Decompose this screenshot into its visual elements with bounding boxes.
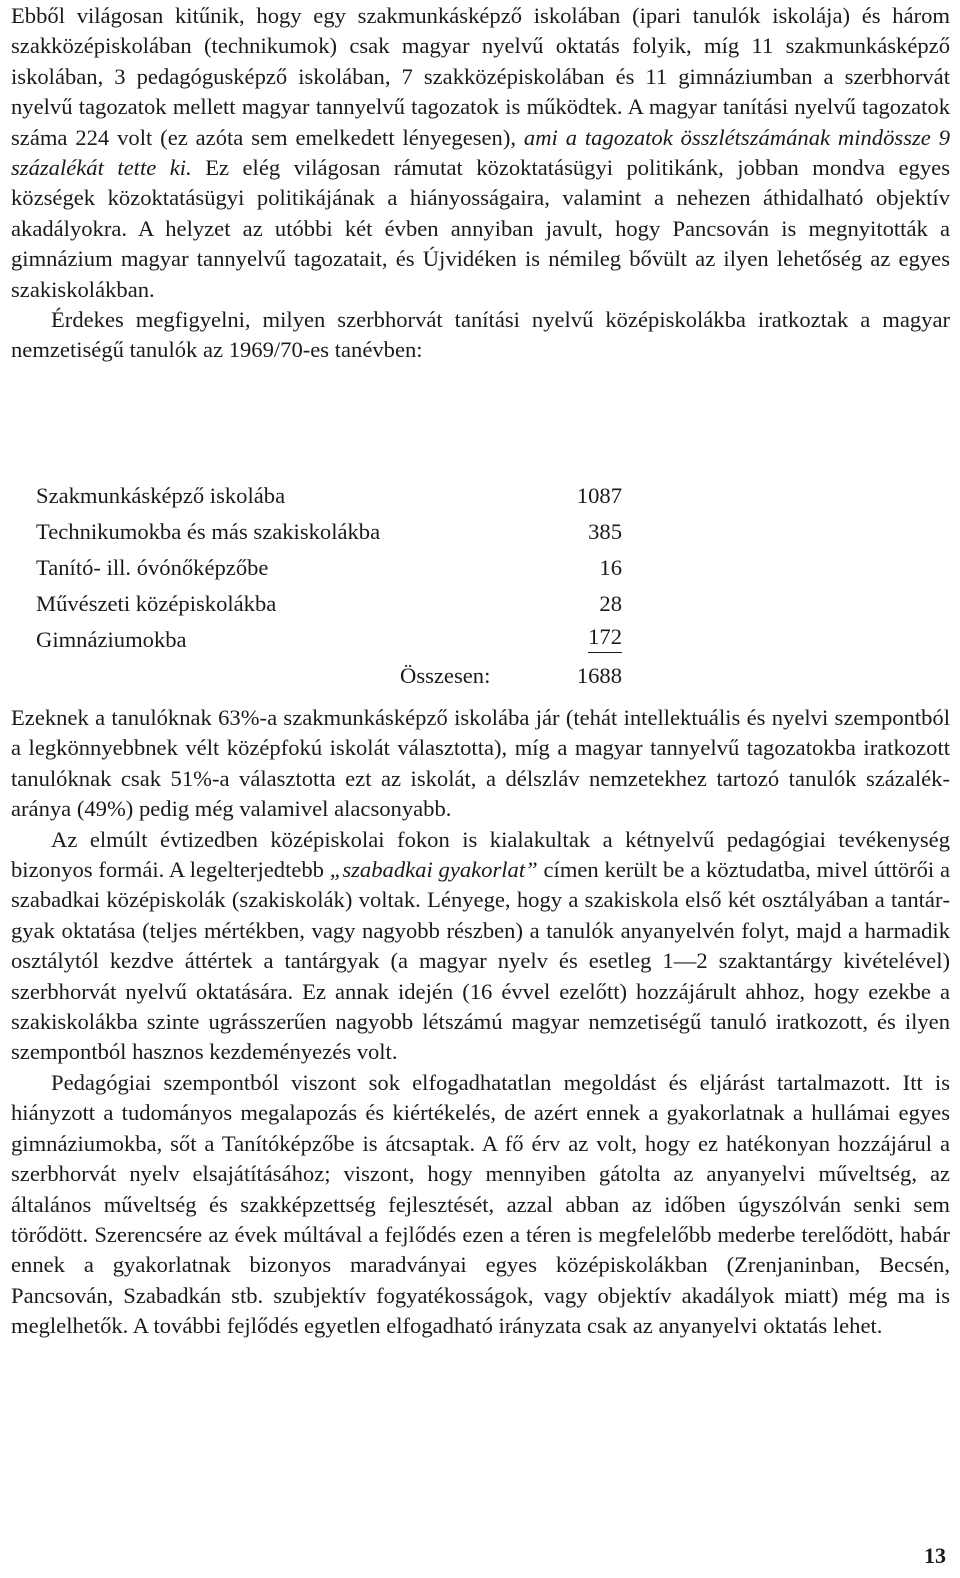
p2-run-1: Érdekes megfigyelni, milyen szerbhorvát tanítási nyelvű középiskolákba iratkoztak a magyar nemzetiségű tanulók az 1969/70-es tanévben: <box>11 307 950 363</box>
page-text-bottom <box>11 703 950 1342</box>
paragraph-3 <box>11 703 950 825</box>
table-row <box>36 478 636 514</box>
row-value: 1087 <box>576 483 622 508</box>
p1-run-3: Ez elég világosan rámutat közoktatásügyi politikánk, jobban mondva egyes községek közoktatásügyi politikájának a hiányosságaira, valamint a nehezen áthidalható objektív akadályokra. A helyzet az utóbbi két évben annyiban javult, hogy Pancsován is megnyitották a gimnázium magyar tannyelvű tagozatait, és Újvidéken is némileg bővült az ilyen lehetőség az egyes szakiskolákban. <box>11 155 950 302</box>
total-value: 1688 <box>576 663 622 688</box>
p4-run-3: címen került be a köztudatba, mivel úttörői a szabadkai középiskolák (szakiskolák) voltak. Lényege, hogy a szakiskola első két osztályában a tantárgyak oktatása (teljes mértékben, vagy nagyobb részben) a tanulók anyanyelvén folyt, majd a harmadik osztálytól kezdve áttértek a tantárgyak (a magyar nyelv és esetleg 1—2 szaktantárgy kivételével) szerbhorvát nyelvű oktatására. Ez annak idején (16 évvel ezelőtt) hozzájárult ahhoz, hogy ezekbe a szakiskolákba szinte ugrásszerűen nagyobb létszámú magyar nemzetiségű tanuló iratkozott, és ilyen szempontból hasznos kezdeményezés volt. <box>11 857 950 1065</box>
row-label: Szakmunkásképző iskolába <box>36 483 286 508</box>
row-value: 385 <box>588 519 622 544</box>
paragraph-1 <box>11 0 950 305</box>
row-label: Művészeti középiskolákba <box>36 591 277 616</box>
total-label: Összesen: <box>400 663 491 688</box>
p4-run-2-italic: „szabadkai gyakorlat” <box>329 857 538 883</box>
row-label: Gimnáziumokba <box>36 627 187 652</box>
p1-run-1: Ebből világosan kitűnik, hogy egy szakmunkásképző iskolában (ipari tanulók iskolája) és három szakközépiskolában (technikumok) csak magyar nyelvű oktatás folyik, míg 11 szakmunkásképző iskolában, 3 pedagógusképző iskolában, 7 szakközépiskolában és 11 gimnáziumban a szerbhorvát nyelvű tagozatok mellett magyar tannyelvű tagozatok is működtek. A magyar tanítási nyelvű tagozatok száma 224 volt (ez azóta sem emelkedett lényegesen), <box>11 3 950 150</box>
p1-run-2-italic: ami a tagozatok összlétszámának mindössze 9 százalékát tette ki. <box>11 124 950 181</box>
p3-run-1: Ezeknek a tanulóknak 63%-a szakmunkásképző iskolába jár (tehát intellektuális és nyelvi szempontból a legkönnyebbnek vélt középfokú iskolát választotta), míg a magyar tannyelvű tagozatokba iratkozott tanulóknak csak 51%-a választotta ezt az iskolát, a délszláv nemzetekhez tartozó tanulók százalékaránya (49%) pedig még valamivel alacsonyabb. <box>11 705 950 822</box>
page-text-top <box>11 0 950 366</box>
row-label: Tanító- ill. óvónőképzőbe <box>36 555 269 580</box>
paragraph-4 <box>11 825 950 1068</box>
p4-run-1: Az elmúlt évtizedben középiskolai fokon is kialakultak a kétnyelvű pedagógiai tevékenység bizonyos formái. A legelterjedtebb <box>11 826 950 883</box>
row-label: Technikumokba és más szakiskolákba <box>36 519 381 544</box>
row-value: 16 <box>599 555 622 580</box>
table-row <box>36 586 636 622</box>
paragraph-2 <box>11 305 950 366</box>
page-number: 13 <box>924 1543 946 1568</box>
p5-run-1: Pedagógiai szempontból viszont sok elfogadhatatlan megoldást és eljárást tartalmazott. Itt is hiányzott a tudományos megalapozás és kiértékelés, de azért ennek a gyakorlatnak a hullámai egyes gimnáziumokba, sőt a Tanítóképzőbe is átcsaptak. A fő érv az volt, hogy ez hatékonyan hozzájárul a szerbhorvát nyelv elsajátításához; viszont, hogy mennyiben gátolta az anyanyelvi műveltség, az általános műveltség és szakképzettség fejlesztését, azzal abban az időben úgyszólván senki sem törődött. Szerencsére az évek múltával a fejlődés ezen a téren is megfelelőbb mederbe terelődött, habár ennek a gyakorlatnak bizonyos maradványai egyes középiskolákban (Zrenjaninban, Becsén, Pancsován, Szabadkán stb. szubjektív fogyatékosságok, vagy objektív akadályok miatt) még ma is meglelhetők. A további fejlődés egyetlen elfogadható irányzata csak az anyanyelvi oktatás lehet. <box>11 1069 950 1339</box>
row-value: 172 <box>588 622 622 653</box>
table-total-row <box>36 658 636 694</box>
row-value: 28 <box>599 591 622 616</box>
table-row <box>36 622 636 658</box>
paragraph-5 <box>11 1068 950 1342</box>
table-row <box>36 550 636 586</box>
enrollment-table <box>36 478 636 694</box>
table-row <box>36 514 636 550</box>
